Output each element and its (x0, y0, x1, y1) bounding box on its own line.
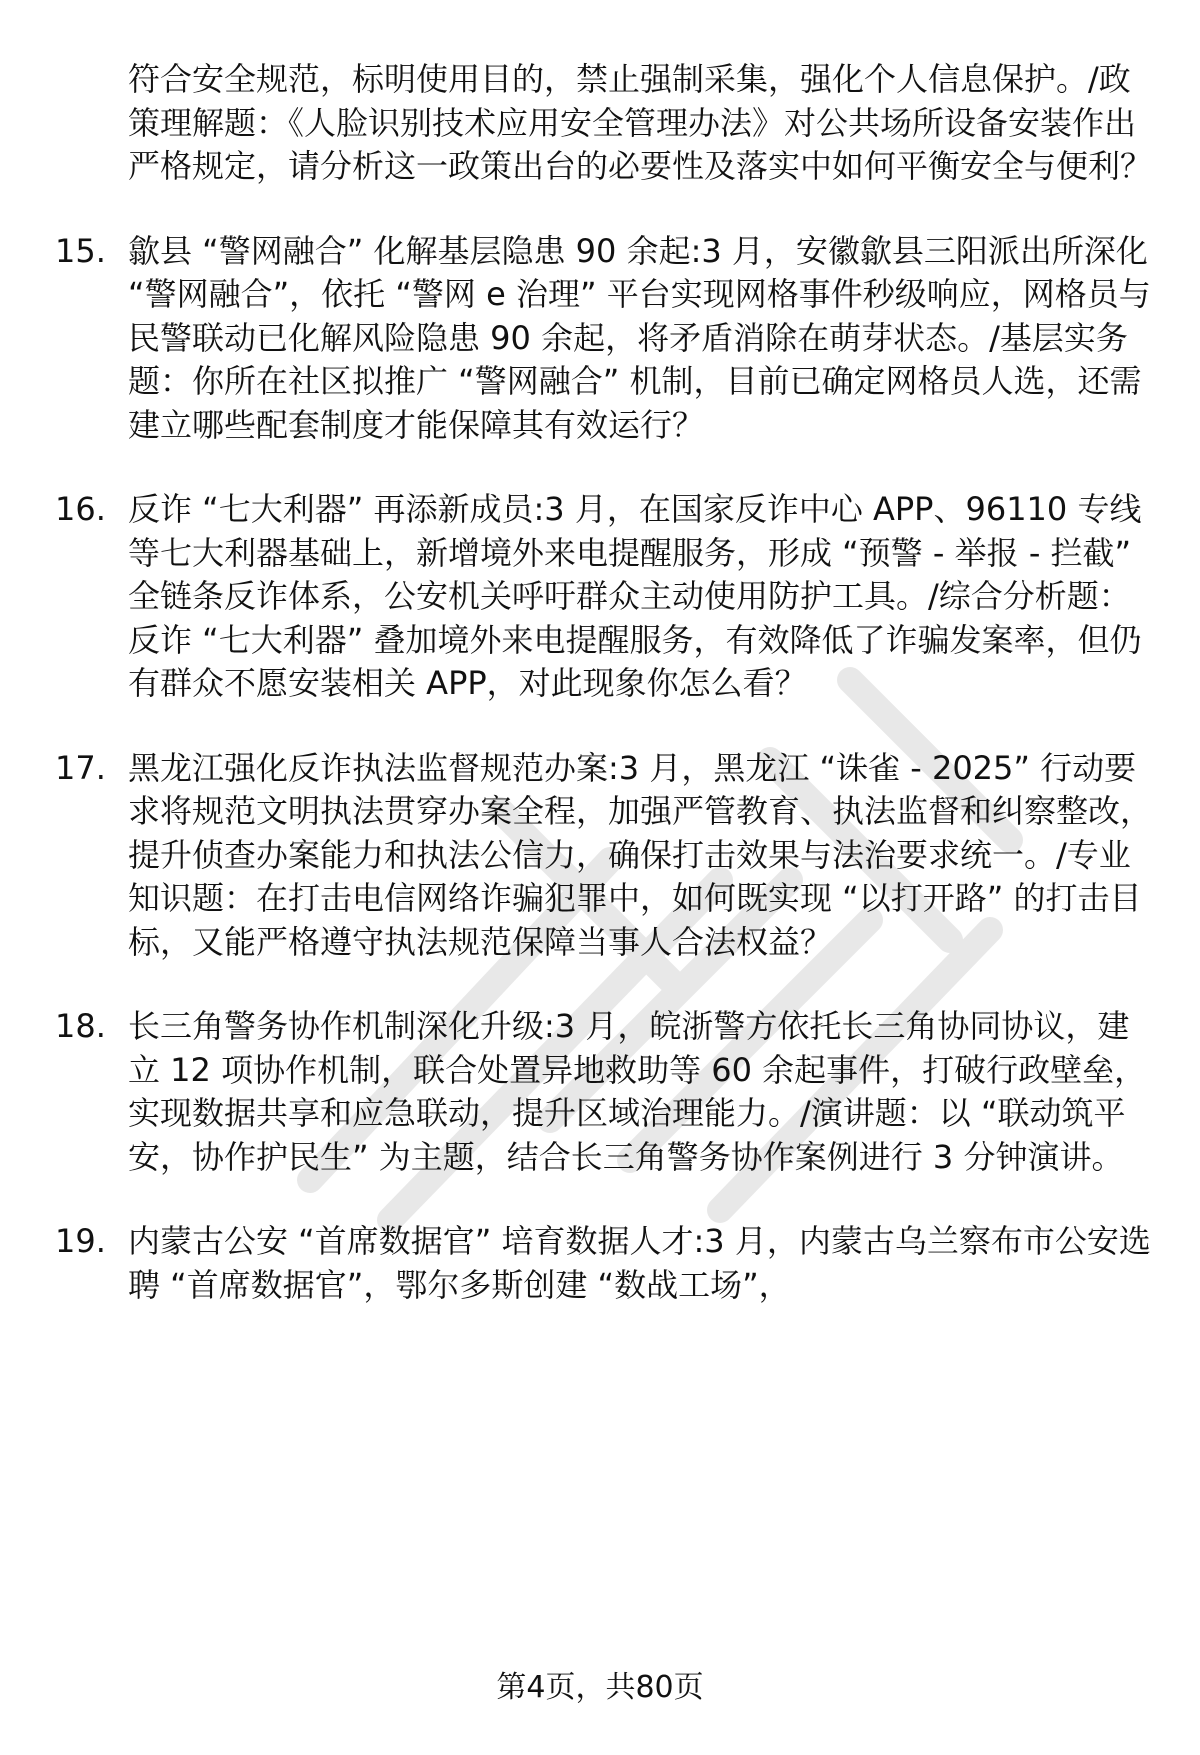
intro-paragraph: 符合安全规范，标明使用目的，禁止强制采集，强化个人信息保护。/政策理解题：《人脸识别技术应用安全管理办法》对公共场所设备安装作出严格规定，请分析这一政策出台的必要性及落实中如何平衡安全与便利？ (128, 60, 1153, 185)
item-number: 19. (55, 1222, 106, 1260)
list-item-17 (55, 747, 1155, 965)
item-text: 黑龙江强化反诈执法监督规范办案:3 月，黑龙江 “诛雀 - 2025” 行动要求将规范文明执法贯穿办案全程，加强严管教育、执法监督和纠察整改，提升侦查办案能力和执法公信力，确保打击效果与法治要求统一。/专业知识题：在打击电信网络诈骗犯罪中，如何既实现 “以打开路” 的打击目标，又能严格遵守执法规范保障当事人合法权益？ (128, 748, 1153, 961)
content-area (55, 58, 1155, 1307)
item-text: 内蒙古公安 “首席数据官” 培育数据人才:3 月，内蒙古乌兰察布市公安选聘 “首席数据官”，鄂尔多斯创建 “数战工场”， (128, 1222, 1151, 1304)
page-footer: 第4页，共80页 (496, 1670, 704, 1705)
item-text: 歙县 “警网融合” 化解基层隐患 90 余起:3 月，安徽歙县三阳派出所深化 “警网融合”，依托 “警网 e 治理” 平台实现网格事件秒级响应，网格员与民警联动已化解风险隐患 90 余起，将矛盾消除在萌芽状态。/基层实务题：你所在社区拟推广 “警网融合” 机制，目前已确定网格员人选，还需建立哪些配套制度才能保障其有效运行？ (128, 231, 1151, 444)
list-item-15 (55, 230, 1155, 448)
item-text: 长三角警务协作机制深化升级:3 月，皖浙警方依托长三角协同协议，建立 12 项协作机制，联合处置异地救助等 60 余起事件，打破行政壁垒，实现数据共享和应急联动，提升区域治理能力。/演讲题：以 “联动筑平安，协作护民生” 为主题，结合长三角警务协作案例进行 3 分钟演讲。 (128, 1007, 1147, 1176)
item-number: 15. (55, 231, 106, 270)
list-item-18 (55, 1005, 1155, 1179)
item-number: 16. (55, 490, 106, 528)
list-item-19 (55, 1220, 1155, 1307)
item-number: 17. (55, 748, 106, 787)
item-text: 反诈 “七大利器” 再添新成员:3 月，在国家反诈中心 APP、96110 专线等七大利器基础上，新增境外来电提醒服务，形成 “预警 - 举报 - 拦截” 全链条反诈体系，公安机关呼吁群众主动使用防护工具。/综合分析题：反诈 “七大利器” 叠加境外来电提醒服务，有效降低了诈骗发案率，但仍有群众不愿安装相关 APP，对此现象你怎么看？ (128, 490, 1142, 702)
list-item-16 (55, 488, 1155, 706)
item-number: 18. (55, 1007, 106, 1045)
